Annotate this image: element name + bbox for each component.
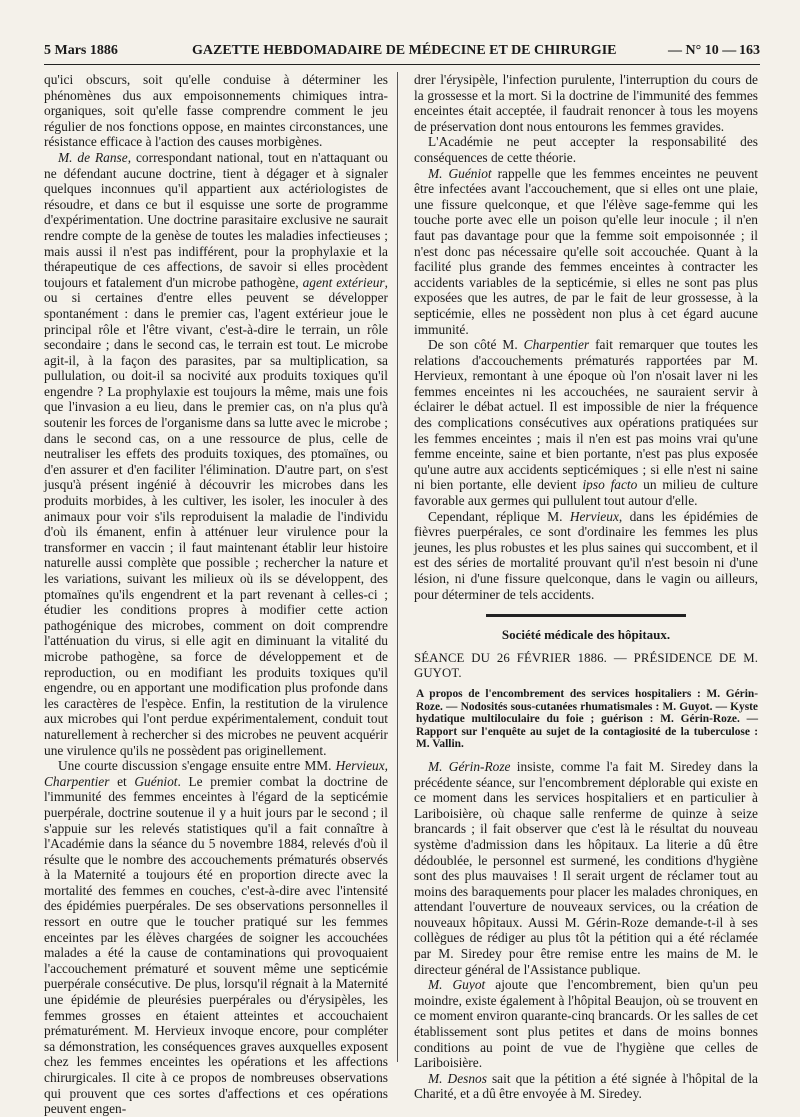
session-summary: A propos de l'encombrement des services hospitaliers : M. Gérin-Roze. — Nodosités sous-cutanées rhumatismales : M. Guyot. — Kyste hydatique multiloculaire du foie ; guérison : M. Gérin-Roze. — Rapport sur l'enquête au sujet de la contagiosité de la tuberculose : M. Vallin.: [416, 687, 758, 751]
paragraph: M. Gérin-Roze insiste, comme l'a fait M. Siredey dans la précédente séance, sur l'encombrement déplorable qui existe en ce moment dans les services hospitaliers et en particulier à Lariboisière, où chaque salle renferme de quinze à seize brancards ; il fait observer que c'est là le résultat du nouveau système d'admission dans les hôpitaux. La literie a dû être dédoublée, le personnel est surmené, les conditions d'hygiène sont des plus mauvaises ! Il serait urgent de réclamer tout au moins des baraquements pour placer les malades chroniques, en attendant l'ouverture de nouveaux services, ou la création de nouveaux hôpitaux. Aussi M. Gérin-Roze demande-t-il à ses collègues de rédiger au plus tôt la pétition qui a été réclamée par M. Siredey pour être remise entre les mains de M. le directeur général de l'Assistance publique.: [414, 758, 758, 977]
speaker-name: Guéniot: [134, 773, 178, 789]
paragraph: M. de Ranse, correspondant national, tout en n'attaquant ou ne défendant aucune doctrine, tient à dégager et à signaler quelques inconnues qu'il appartient aux actériologistes de résoudre, et dans ce but il esquisse une sorte de programme d'expérimentation. Une doctrine parasitaire exclusive ne saurait rendre compte de la genèse de toutes les maladies infectieuses ; mais aussi il n'est pas indifférent, pour la prophylaxie et la thérapeutique de ces affections, de savoir si elles procèdent toujours et fatalement d'un microbe pathogène, agent extérieur, ou si certaines d'entre elles peuvent se développer spontanément : dans le premier cas, l'agent extérieur joue le principal rôle et l'être vivant, c'est-à-dire le terrain, un rôle secondaire ; dans le second cas, le terrain est tout. Le microbe agit-il, à la façon des parasites, par sa multiplication, sa pullulation, ou doit-il sa nocivité aux produits toxiques qu'il engendre ? La prophylaxie est toujours la même, mais une fois que l'invasion a eu lieu, dans le premier cas, on n'a plus qu'à soutenir les forces de l'organisme dans sa lutte avec le microbe ; dans le second cas, on a une ressource de plus, celle de neutraliser les effets des produits toxiques, des ptomaïnes, ou d'en assurer et d'en faciliter l'élimination. D'autre part, on s'est jusqu'à présent ingénié à découvrir les microbes dans les produits morbides, à les cultiver, les isoler, les inoculer à des animaux pour voir s'ils reproduisent la maladie de l'individu d'où ils émanent, enfin à atténuer leur virulence pour la transformer en vaccin ; il faut maintenant établir leur histoire naturelle aussi complète que possible ; rechercher la nature et les variations, suivant les milieux où ils se développent, des ptomaïnes qu'ils engendrent et la part revenant à celles-ci ; étudier les conditions propres à modifier cette action pathogénique des microbes, comment on doit comprendre l'atténuation du virus, si elle agit en diminuant la vitalité du microbe pathogène, sa force de développement et de reproduction, ou en modifiant les produits toxiques qu'il engendre, ou en apportant une modification plus profonde dans les caractères de l'espèce. Enfin, la restitution de la virulence aux microbes qui l'ont perdue expérimentalement, conduit tout naturellement à rechercher si des microbes ne peuvent acquérir une virulence qu'ils ne possèdent pas originellement.: [44, 149, 388, 758]
paragraph: L'Académie ne peut accepter la responsabilité des conséquences de cette théorie.: [414, 134, 758, 165]
speaker-name: M. Guéniot: [428, 165, 492, 181]
paragraph: M. Desnos sait que la pétition a été signée à l'hôpital de la Charité, et a dû être envoyée à M. Siredey.: [414, 1070, 758, 1102]
paragraph: qu'ici obscurs, soit qu'elle conduise à déterminer les phénomènes dus aux empoisonnements chimiques intra-organiques, soit qu'elle fasse comprendre comment le jeu régulier de nos fonctions oppose, en maintes circonstances, une résistance efficace à l'action des causes morbigènes.: [44, 72, 388, 150]
running-header: [44, 40, 760, 65]
header-title: GAZETTE HEBDOMADAIRE DE MÉDECINE ET DE CHIRURGIE: [192, 43, 617, 58]
speaker-name: M. de Ranse: [58, 149, 128, 165]
emphasis: ipso facto: [582, 477, 638, 493]
speaker-name: Hervieux: [569, 508, 619, 524]
society-heading: Société médicale des hôpitaux.: [501, 627, 671, 643]
column-divider: [397, 72, 398, 1062]
section-separator: [486, 614, 686, 617]
header-issue: — N° 10 —: [668, 43, 737, 58]
speaker-name: M. Gérin-Roze: [428, 758, 511, 774]
emphasis: agent extérieur: [302, 274, 385, 290]
paragraph: De son côté M. Charpentier fait remarquer que toutes les relations d'accouchements prématurés rapportées par M. Hervieux, remontant à une époque où l'on n'osait laver ni les femmes enceintes ni les accouchées, ne sauraient servir à éclairer le débat actuel. Il est impossible de nier la fréquence des complications consécutives aux opérations pratiquées sur les femmes enceintes ; mais il n'en est pas moins vrai qu'une femme enceinte, saine et bien portante, n'est pas plus exposée qu'une autre aux accidents septicémiques ; si elle n'est ni saine ni bien portante, elle devient ipso facto un milieu de culture favorable aux germes qui pullulent tout autour d'elle.: [414, 337, 758, 509]
session-heading: SÉANCE DU 26 FÉVRIER 1886. — PRÉSIDENCE DE M. GUYOT.: [414, 650, 758, 681]
paragraph: Cependant, réplique M. Hervieux, dans les épidémies de fièvres puerpérales, ce sont d'ordinaire les femmes les plus jeunes, les plus robustes et les plus saines qui succombent, et il est des séries de mortalité prouvant qu'il n'est besoin ni d'une lésion, ni d'une fissure quelconque, dans le vagin ou ailleurs, pour déterminer de tels accidents.: [414, 508, 759, 602]
header-date: 5 Mars 1886: [44, 43, 118, 58]
paragraph: M. Guyot ajoute que l'encombrement, bien qu'un peu moindre, existe également à l'hôpital Beaujon, où se trouvent en ce moment environ quarante-cinq brancards. Or les salles de cet établissement sont plus petites et dans de moins bonnes conditions au point de vue de l'hygiène que celles de Lariboisière.: [414, 977, 758, 1071]
paragraph: Une courte discussion s'engage ensuite entre MM. Hervieux, Charpentier et Guéniot. Le premier combat la doctrine de l'immunité des femmes enceintes à l'égard de la septicémie puerpérale, doctrine soutenue il y a huit jours par le second ; il s'appuie sur les relevés statistiques qu'il a fait connaître à l'Académie dans la séance du 5 novembre 1884, relevés d'où il résulte que le nombre des accouchements prématurés observés à la Maternité a toujours été en proportion directe avec la mortalité des femmes en couches, c'est-à-dire avec l'intensité des épidémies puerpérales. De ses observations personnelles il ressort en outre que le toucher pratiqué sur les femmes enceintes par les élèves chargées de soigner les accouchées malades a été la cause de contaminations qui provoquaient l'accouchement prématuré et souvent même une septicémie puerpérale consécutive. De plus, lorsqu'il régnait à la Maternité une épidémie de pleurésies puerpérales ou d'érysipèles, les femmes grosses en étaient atteintes et accouchaient prématurément. M. Hervieux invoque encore, pour compléter sa démonstration, les conséquences graves auxquelles exposent chez les femmes enceintes les opérations et les affections chirurgicales. Il cite à ce propos de nombreuses observations qui prouvent que ces sortes d'affections et ces opérations peuvent engen-: [44, 758, 388, 1117]
speaker-name: Hervieux, Charpentier: [44, 758, 388, 789]
left-column: [44, 72, 388, 1117]
speaker-name: Charpentier: [523, 337, 590, 353]
right-column: [414, 72, 758, 1102]
paragraph: M. Guéniot rappelle que les femmes enceintes ne peuvent être infectées avant l'accouchement, que si elles ont une plaie, une fissure quelconque, et que l'élève sage-femme qui les touche porte avec elle un poison qu'elle leur inocule ; il n'en faut pas davantage pour que la femme soit empoisonnée ; il n'est donc pas nécessaire qu'elle soit accouchée. Quant à la facilité plus grande des femmes enceintes à contracter les accidents variables de la septicémie, si elles ne sont pas plus exposées que les autres, de par le fait de leur grossesse, à la septicémie, elles ne possèdent non plus à cet égard aucune immunité.: [414, 165, 758, 337]
speaker-name: M. Guyot: [428, 977, 486, 993]
header-page-number: 163: [739, 43, 760, 58]
paragraph: drer l'érysipèle, l'infection purulente, l'interruption du cours de la grossesse et la mort. Si la doctrine de l'immunité des femmes enceintes était acceptée, il faudrait renoncer à tous les moyens de préservation dont nous entourons les femmes gravides.: [414, 72, 758, 134]
speaker-name: M. Desnos: [428, 1070, 487, 1086]
